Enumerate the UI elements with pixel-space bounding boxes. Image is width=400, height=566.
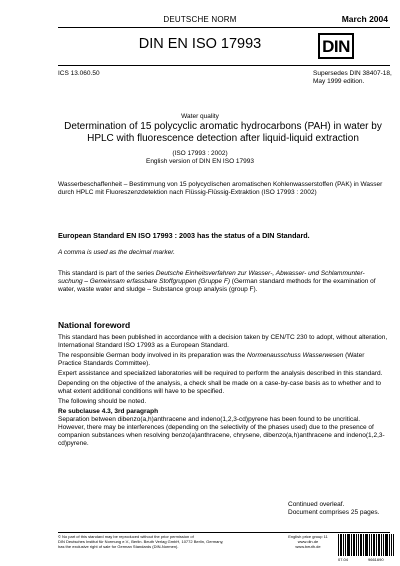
series-text-1: This standard is part of the series [58, 270, 156, 277]
continued-overleaf: Continued overleaf. [288, 501, 345, 508]
foreword-paragraph: Separation between dibenzo(a,h)anthracene and indeno(1,2,3-cd)pyrene has been found to be uncritical. However, there may be interferences (depending on the selectivity of the phases used) due to the presence of companion substances when resolving benzo(a)anthracene, chrysene, dibenzo(a,h)anthracene and indeno(1,2,3-cd)pyrene. [58, 416, 385, 447]
footer-rule [58, 532, 390, 533]
standard-series-label: DEUTSCHE NORM [163, 15, 237, 24]
publication-date: March 2004 [341, 14, 388, 24]
page-count: Document comprises 25 pages. [288, 509, 380, 516]
foreword-paragraph: The following should be noted. [58, 398, 147, 405]
decimal-marker-note: A comma is used as the decimal marker. [58, 249, 175, 256]
supersedes-line-1: Supersedes DIN 38407-18, [313, 70, 392, 77]
din-logo-text: DIN [322, 36, 350, 56]
iso-reference: (ISO 17993 : 2002) [172, 150, 228, 157]
supersedes-line-2: May 1999 edition. [313, 78, 365, 85]
barcode-number: 9661690 [368, 557, 384, 562]
series-paragraph [58, 270, 388, 294]
copyright-notice [58, 534, 248, 549]
din-logo [318, 33, 354, 59]
title-rule [58, 65, 390, 66]
committee-name: Normenausschuss Wasserwesen [246, 352, 344, 359]
foreword-text: (Water Practice Standards Committee). [58, 352, 365, 367]
web-link[interactable]: www.din.de [297, 539, 319, 544]
document-number: DIN EN ISO 17993 [138, 36, 262, 52]
barcode-icon [338, 534, 394, 556]
foreword-text: The responsible German body involved in its preparation was the [58, 352, 247, 359]
series-text-2: (German standard methods for the examination of water, waste water and sludge – Substance group analysis (group F). [58, 278, 376, 293]
ics-code: ICS 13.060.50 [58, 70, 100, 77]
copyright-line: DIN Deutsches Institut für Normung e.V., Berlin. Beuth Verlag GmbH, 10772 Berlin, Germany, [58, 539, 224, 544]
copyright-line: has the exclusive right of sale for German Standards (DIN-Normen). [58, 544, 179, 549]
document-title: Determination of 15 polycyclic aromatic hydrocarbons (PAH) in water by HPLC with fluorescence detection after liquid-liquid extraction [64, 121, 382, 144]
web-link[interactable]: www.beuth.de [295, 544, 321, 549]
national-foreword-heading: National foreword [58, 320, 131, 330]
copyright-line: © No part of this standard may be reproduced without the prior permission of [58, 534, 194, 539]
german-title: Wasserbeschaffenheit – Bestimmung von 15 polycyclischen aromatischen Kohlenwasserstoffen (PAK) in Wasser durch HPLC mit Fluoreszenzdetektion nach Flüssig-Flüssig-Extraktion (ISO 17993 : 2002) [58, 181, 383, 196]
subclause-heading: Re subclause 4.3, 3rd paragraph [58, 408, 159, 415]
foreword-paragraph: Expert assistance and specialized laboratories will be required to perform the analysis described in this standard. [58, 370, 383, 377]
price-and-web [282, 534, 334, 549]
barcode-date: 07.04 [338, 557, 349, 562]
status-statement: European Standard EN ISO 17993 : 2003 has the status of a DIN Standard. [58, 231, 310, 240]
foreword-paragraph: Depending on the objective of the analysis, a check shall be made on a case-by-case basis as to whether and to what extent additional conditions will have to be specified. [58, 380, 382, 395]
english-version-label: English version of DIN EN ISO 17993 [145, 158, 255, 165]
supersedes-note [313, 70, 398, 86]
subject-label: Water quality [181, 113, 219, 120]
price-group: English price group 11 [288, 534, 328, 539]
continuation-note [288, 501, 379, 517]
series-text-italic: Deutsche Einheitsverfahren zur Wasser-, Abwasser- und Schlammunter-suchung – Gemeinsam erfassbare Stoffgruppen (Gruppe F) [58, 270, 365, 285]
national-foreword-body [58, 334, 388, 450]
foreword-paragraph [58, 352, 388, 368]
foreword-paragraph: This standard has been published in accordance with a decision taken by CEN/TC 230 to adopt, without alteration, International Standard ISO 17993 as a European Standard. [58, 334, 388, 349]
header-rule [58, 27, 390, 28]
